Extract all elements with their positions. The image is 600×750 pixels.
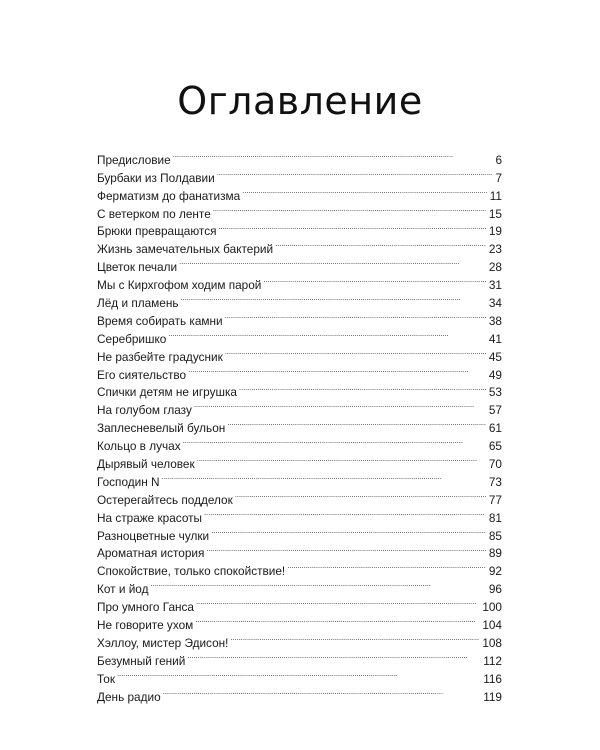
toc-entry-title: Мы с Кирхгофом ходим парой — [97, 278, 262, 293]
toc-entry-page-number: 73 — [488, 474, 502, 489]
dot-leader — [242, 182, 487, 200]
dot-leader — [168, 325, 486, 343]
toc-entry-page-number: 38 — [488, 313, 502, 328]
toc-entry-title: Разноцветные чулки — [97, 528, 210, 543]
dot-leader — [217, 164, 493, 182]
toc-entry-title: Цветок печали — [97, 260, 178, 275]
dot-leader — [197, 450, 486, 468]
dot-leader — [263, 271, 485, 289]
dot-leader — [162, 468, 486, 486]
dot-leader — [151, 575, 486, 593]
toc-entry-title: С ветерком по ленте — [97, 206, 211, 221]
dot-leader — [225, 307, 486, 325]
toc-entry-page-number: 61 — [488, 421, 502, 436]
toc-entry-page-number: 7 — [495, 170, 502, 185]
dot-leader — [219, 218, 486, 236]
toc-entry-title: Про умного Ганса — [97, 600, 194, 615]
toc-entry-page-number: 89 — [488, 546, 502, 561]
dot-leader — [181, 289, 486, 307]
toc-entry-title: Предисловие — [97, 152, 171, 167]
toc-entry-page-number: 23 — [488, 242, 502, 257]
toc-entry — [97, 665, 502, 686]
toc-entry-title: Безумный гений — [97, 653, 186, 668]
toc-entry-page-number: 96 — [488, 582, 502, 597]
dot-leader — [227, 414, 486, 432]
toc-entry-title: Лёд и пламень — [97, 296, 179, 311]
dot-leader — [211, 522, 486, 540]
toc-entry-page-number: 57 — [488, 403, 502, 418]
toc-entry-title: Заплесневелый бульон — [97, 421, 226, 436]
toc-entry — [97, 575, 502, 597]
toc-entry-title: Кольцо в лучах — [97, 439, 181, 454]
toc-entry-page-number: 31 — [488, 278, 502, 293]
toc-entry-title: Хэллоу, мистер Эдисон! — [97, 635, 229, 650]
toc-entry-title: Ароматная история — [97, 546, 205, 561]
toc-entry-page-number: 15 — [488, 206, 502, 221]
toc-entry — [97, 593, 502, 615]
toc-entry-page-number: 11 — [489, 188, 502, 203]
toc-entry-page-number: 65 — [488, 439, 502, 454]
toc-entry-page-number: 77 — [488, 492, 502, 507]
toc-entry-page-number: 70 — [488, 457, 502, 472]
toc-entry-page-number: 49 — [488, 367, 502, 382]
toc-entry-title: На страже красоты — [97, 510, 203, 525]
toc-entry-title: Кот и йод — [97, 582, 149, 597]
dot-leader — [235, 486, 486, 504]
dot-leader — [239, 379, 486, 397]
toc-entry — [97, 683, 502, 704]
dot-leader — [188, 361, 486, 379]
toc-entry-page-number: 119 — [483, 689, 502, 704]
toc-entry-title: Не говорите ухом — [97, 618, 194, 633]
dot-leader — [183, 432, 486, 450]
dot-leader — [213, 200, 486, 218]
toc-entry-title: Ферматизм до фанатизма — [97, 188, 241, 203]
toc-entry-page-number: 92 — [488, 564, 502, 579]
toc-entry — [97, 146, 502, 167]
dot-leader — [117, 665, 480, 683]
toc-entry-title: Время собирать камни — [97, 313, 223, 328]
toc-entry-title: Жизнь замечательных бактерий — [97, 242, 274, 257]
toc-entry-page-number: 104 — [482, 618, 502, 633]
toc-entry-page-number: 6 — [495, 152, 502, 167]
toc-entry-title: Серебришко — [97, 331, 167, 346]
dot-leader — [287, 557, 486, 575]
toc-entry-page-number: 45 — [488, 349, 502, 364]
dot-leader — [173, 146, 493, 164]
dot-leader — [275, 235, 486, 253]
dot-leader — [179, 253, 486, 271]
toc-entry-title: Не разбейте градусник — [97, 349, 223, 364]
toc-entry-title: Его сиятельство — [97, 367, 187, 382]
toc-entry-title: Брюки превращаются — [97, 224, 217, 239]
dot-leader — [163, 683, 481, 701]
dot-leader — [206, 540, 485, 558]
dot-leader — [195, 611, 479, 629]
toc-entry-title: Бурбаки из Полдавии — [97, 170, 215, 185]
toc-entry-title: Ток — [97, 671, 116, 686]
toc-entry-title: Спички детям не игрушка — [97, 385, 237, 400]
toc-entry-page-number: 19 — [488, 224, 502, 239]
toc-entry-page-number: 81 — [488, 510, 502, 525]
toc-entry-page-number: 116 — [483, 671, 502, 686]
dot-leader — [225, 343, 486, 361]
toc-entry-title: Остерегайтесь подделок — [97, 492, 233, 507]
dot-leader — [230, 629, 479, 647]
toc-entry-title: На голубом глазу — [97, 403, 192, 418]
toc-entry-page-number: 53 — [488, 385, 502, 400]
dot-leader — [194, 396, 486, 414]
table-of-contents — [97, 146, 502, 704]
toc-entry-title: Господин N — [97, 474, 160, 489]
toc-entry-page-number: 108 — [482, 635, 502, 650]
toc-entry-page-number: 85 — [488, 528, 502, 543]
page-title: Оглавление — [177, 79, 423, 124]
toc-entry-title: Спокойствие, только спокойствие! — [97, 564, 286, 579]
toc-entry-title: День радио — [97, 689, 161, 704]
toc-entry-page-number: 34 — [488, 296, 502, 311]
toc-entry-title: Дырявый человек — [97, 457, 195, 472]
toc-entry-page-number: 28 — [488, 260, 502, 275]
toc-entry-page-number: 100 — [482, 600, 502, 615]
dot-leader — [204, 504, 486, 522]
dot-leader — [187, 647, 480, 665]
dot-leader — [196, 593, 479, 611]
toc-entry-page-number: 41 — [488, 331, 502, 346]
toc-entry-page-number: 112 — [483, 653, 502, 668]
